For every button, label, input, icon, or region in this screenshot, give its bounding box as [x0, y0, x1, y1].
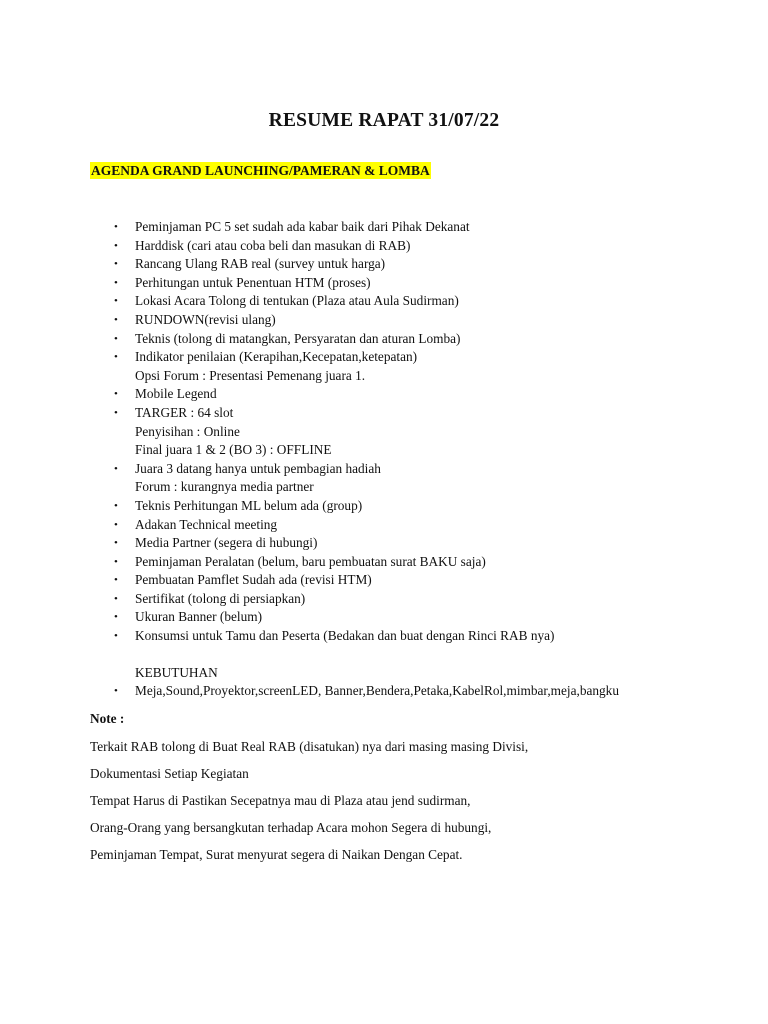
list-item-text: Perhitungan untuk Penentuan HTM (proses)	[135, 274, 371, 290]
bullet-icon: •	[114, 611, 118, 624]
list-item	[90, 348, 730, 385]
kebutuhan-item	[90, 682, 730, 701]
kebutuhan-item-text: Meja,Sound,Proyektor,screenLED, Banner,Bendera,Petaka,KabelRol,mimbar,meja,bangku	[135, 683, 619, 699]
list-item	[90, 516, 730, 535]
list-item	[90, 385, 730, 404]
bullet-icon: •	[114, 462, 118, 475]
bullet-icon: •	[114, 555, 118, 568]
list-item	[90, 255, 730, 274]
note-label: Note :	[90, 711, 125, 726]
list-item	[90, 553, 730, 572]
kebutuhan-label: KEBUTUHAN	[135, 664, 218, 680]
note-line: Terkait RAB tolong di Buat Real RAB (disatukan) nya dari masing masing Divisi,	[90, 739, 529, 754]
list-item	[90, 460, 730, 497]
list-item-subline: Final juara 1 & 2 (BO 3) : OFFLINE	[135, 442, 332, 458]
list-item	[90, 218, 730, 237]
list-item-text: Teknis Perhitungan ML belum ada (group)	[135, 497, 363, 513]
list-item	[90, 608, 730, 627]
list-item-text: Indikator penilaian (Kerapihan,Kecepatan,ketepatan)	[135, 349, 418, 365]
bullet-icon: •	[114, 221, 118, 233]
list-item-text: Peminjaman Peralatan (belum, baru pembuatan surat BAKU saja)	[135, 553, 486, 569]
bullet-icon: •	[114, 258, 118, 271]
bullet-icon: •	[114, 351, 118, 364]
list-item	[90, 627, 730, 646]
list-item-subline: Opsi Forum : Presentasi Pemenang juara 1.	[135, 367, 366, 383]
bullet-icon: •	[114, 537, 118, 550]
note-line: Peminjaman Tempat, Surat menyurat segera di Naikan Dengan Cepat.	[90, 847, 463, 862]
list-item-text: TARGER : 64 slot	[135, 404, 234, 420]
list-item	[90, 404, 730, 460]
list-item-text: Pembuatan Pamflet Sudah ada (revisi HTM)	[135, 572, 372, 588]
list-item	[90, 590, 730, 609]
note-line: Tempat Harus di Pastikan Secepatnya mau di Plaza atau jend sudirman,	[90, 793, 471, 808]
bullet-icon: •	[114, 276, 118, 289]
bullet-icon: •	[114, 332, 118, 345]
list-item	[90, 497, 730, 516]
list-item	[90, 571, 730, 590]
list-item-text: Harddisk (cari atau coba beli dan masukan di RAB)	[135, 237, 411, 253]
bullet-icon: •	[114, 406, 118, 419]
list-item-subline: Forum : kurangnya media partner	[135, 479, 314, 495]
list-item-text: Peminjaman PC 5 set sudah ada kabar baik dari Pihak Dekanat	[135, 219, 470, 234]
list-item-text: Mobile Legend	[135, 386, 217, 402]
bullet-icon: •	[114, 685, 118, 698]
list-item-text: Teknis (tolong di matangkan, Persyaratan dan aturan Lomba)	[135, 330, 461, 346]
list-item	[90, 534, 730, 553]
bullet-icon: •	[114, 239, 118, 252]
list-item	[90, 237, 730, 256]
bullet-icon: •	[114, 574, 118, 587]
list-item-text: Rancang Ulang RAB real (survey untuk harga)	[135, 256, 386, 272]
bullet-icon: •	[114, 388, 118, 401]
list-item-subline: Penyisihan : Online	[135, 423, 240, 439]
bullet-icon: •	[114, 499, 118, 512]
list-item-text: Ukuran Banner (belum)	[135, 609, 263, 625]
note-line: Orang-Orang yang bersangkutan terhadap Acara mohon Segera di hubungi,	[90, 820, 492, 835]
list-item-text: Konsumsi untuk Tamu dan Peserta (Bedakan dan buat dengan Rinci RAB nya)	[135, 628, 555, 644]
list-item-text: Sertifikat (tolong di persiapkan)	[135, 590, 306, 606]
list-item-text: Lokasi Acara Tolong di tentukan (Plaza atau Aula Sudirman)	[135, 293, 459, 309]
bullet-icon: •	[114, 592, 118, 605]
bullet-icon: •	[114, 295, 118, 308]
list-item	[90, 330, 730, 349]
list-item-text: Media Partner (segera di hubungi)	[135, 535, 318, 551]
list-item	[90, 292, 730, 311]
notes-section	[90, 738, 730, 873]
bullet-icon: •	[114, 518, 118, 531]
bullet-icon: •	[114, 313, 118, 326]
agenda-list	[90, 218, 730, 701]
page-title: RESUME RAPAT 31/07/22	[268, 110, 500, 131]
list-item	[90, 311, 730, 330]
bullet-icon: •	[114, 630, 118, 643]
spacer	[90, 646, 730, 664]
list-item-text: RUNDOWN(revisi ulang)	[135, 311, 276, 327]
list-item-text: Adakan Technical meeting	[135, 516, 278, 532]
agenda-heading: AGENDA GRAND LAUNCHING/PAMERAN & LOMBA	[91, 163, 430, 178]
note-line: Dokumentasi Setiap Kegiatan	[90, 766, 249, 781]
list-item	[90, 274, 730, 293]
list-item-text: Juara 3 datang hanya untuk pembagian hadiah	[135, 460, 381, 476]
